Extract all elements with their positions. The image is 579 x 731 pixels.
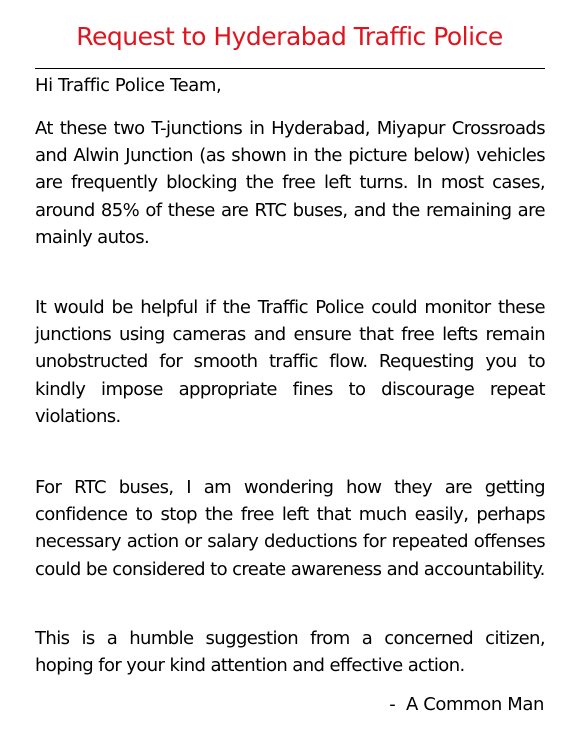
paragraph-3: For RTC buses, I am wondering how they are getting confidence to stop the free left that much easily, perhaps necessary action or salary deductions for repeated offenses could be considered to create awareness and accountability. (35, 477, 545, 580)
paragraph-2: It would be helpful if the Traffic Police could monitor these junctions using cameras and ensure that free lefts remain unobstructed for smooth traffic flow. Requesting you to kindly impose appropriate fines to discourage repeat violations. (35, 297, 545, 427)
title-divider (35, 68, 545, 69)
signature: - A Common Man (389, 694, 544, 715)
document-title: Request to Hyderabad Traffic Police (76, 22, 503, 51)
paragraph-1: At these two T-junctions in Hyderabad, Miyapur Crossroads and Alwin Junction (as shown in the picture below) vehicles are frequently blocking the free left turns. In most cases, around 85% of these are RTC buses, and the remaining are mainly autos. (35, 118, 545, 248)
greeting: Hi Traffic Police Team, (35, 75, 222, 96)
paragraph-4: This is a humble suggestion from a concerned citizen, hoping for your kind attention and effective action. (35, 628, 545, 677)
